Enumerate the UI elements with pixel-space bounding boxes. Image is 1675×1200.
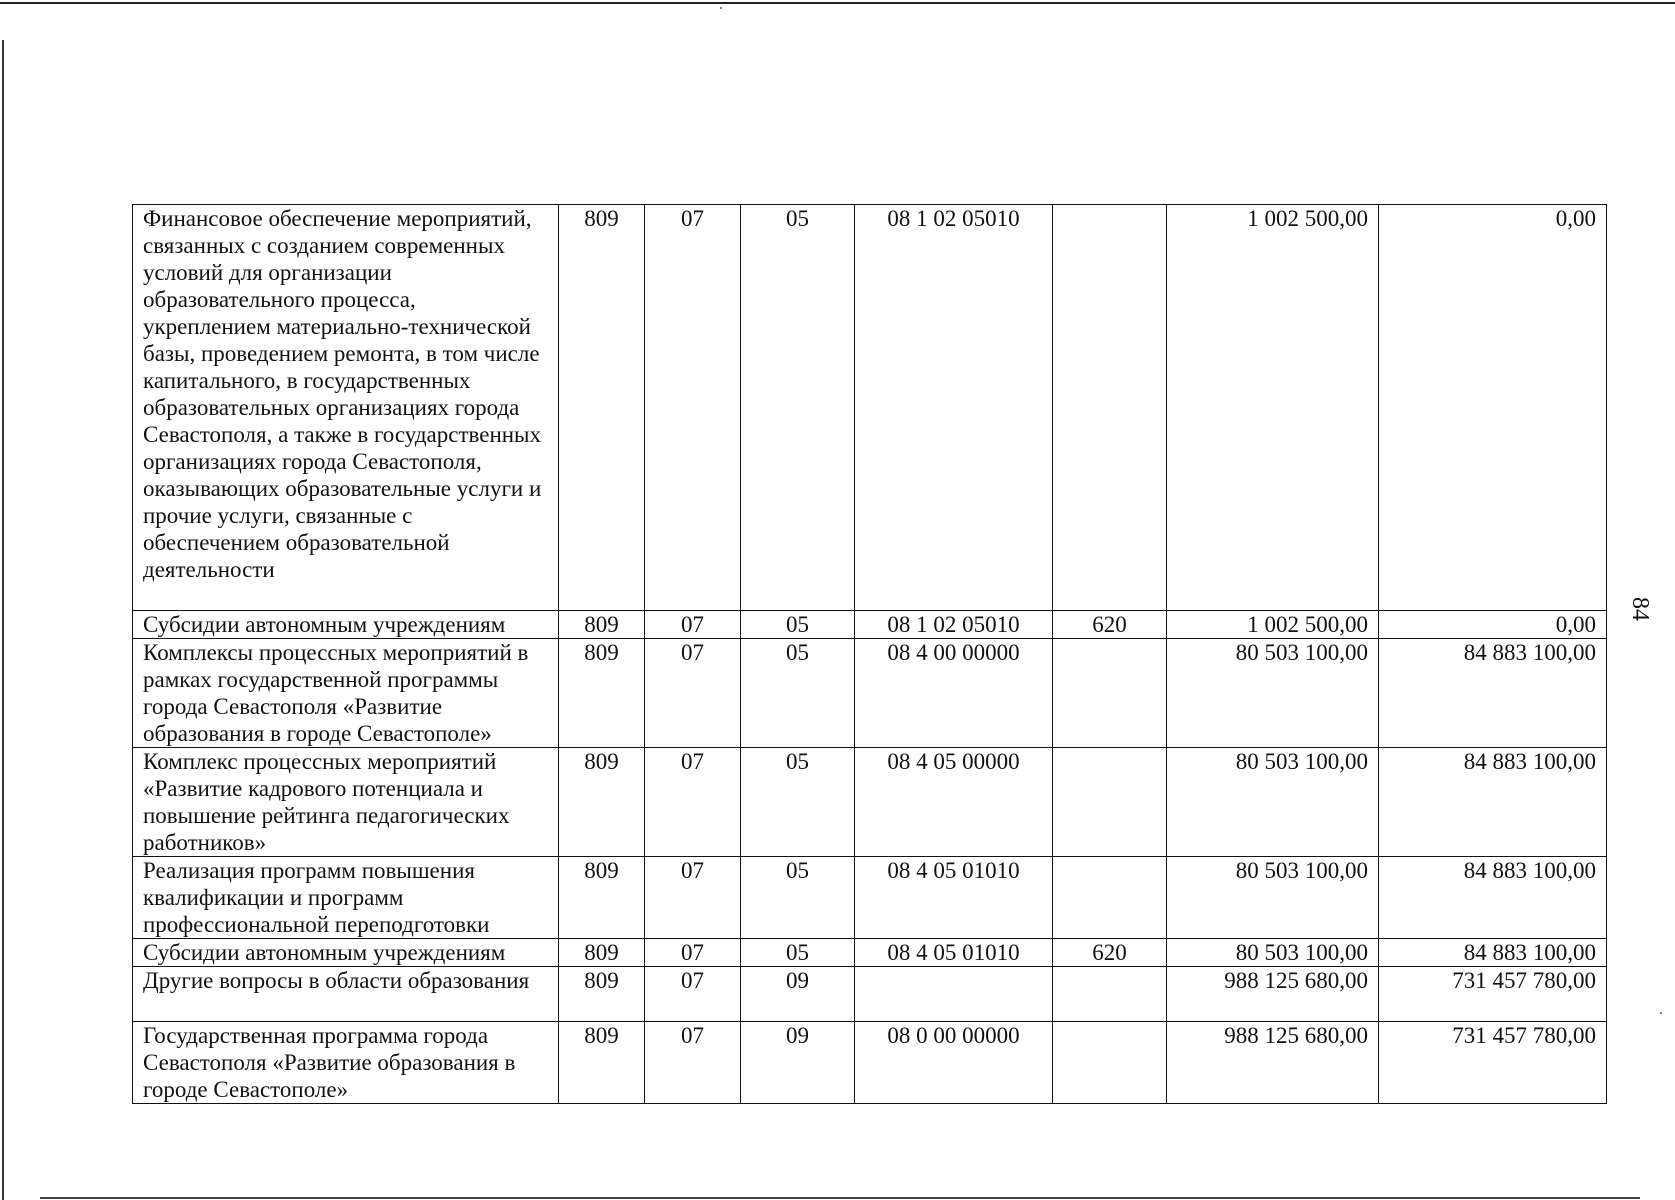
grbs-code: 809 — [559, 857, 645, 939]
row-name: Государственная программа города Севастополя «Развитие образования в городе Севастополе» — [133, 1022, 559, 1104]
amount-year-2: 731 457 780,00 — [1379, 1022, 1607, 1104]
target-article-code — [855, 967, 1053, 1022]
row-name: Финансовое обеспечение мероприятий, связанных с созданием современных условий для организации образовательного процесса, укреплением материально-технической базы, проведением ремонта, в том числе капитального, в государственных образовательных организациях города Севастополя, а также в государственных организациях города Севастополя, оказывающих образовательные услуги и прочие услуги, связанные с обеспечением образовательной деятельности — [133, 205, 559, 611]
amount-year-2: 84 883 100,00 — [1379, 857, 1607, 939]
expense-type-code: 620 — [1053, 939, 1167, 967]
grbs-code: 809 — [559, 639, 645, 748]
table-row — [133, 611, 1607, 639]
amount-year-2: 731 457 780,00 — [1379, 967, 1607, 1022]
row-name: Субсидии автономным учреждениям — [133, 611, 559, 639]
section-code: 07 — [645, 1022, 741, 1104]
grbs-code: 809 — [559, 1022, 645, 1104]
grbs-code: 809 — [559, 967, 645, 1022]
grbs-code: 809 — [559, 205, 645, 611]
grbs-code: 809 — [559, 748, 645, 857]
section-code: 07 — [645, 611, 741, 639]
expense-type-code — [1053, 857, 1167, 939]
expense-type-code — [1053, 967, 1167, 1022]
section-code: 07 — [645, 205, 741, 611]
amount-year-1: 80 503 100,00 — [1167, 939, 1379, 967]
table-row — [133, 748, 1607, 857]
expense-type-code — [1053, 748, 1167, 857]
section-code: 07 — [645, 748, 741, 857]
amount-year-1: 988 125 680,00 — [1167, 967, 1379, 1022]
amount-year-1: 1 002 500,00 — [1167, 205, 1379, 611]
expense-type-code — [1053, 639, 1167, 748]
scan-edge-left — [2, 40, 4, 1200]
subsection-code: 05 — [741, 857, 855, 939]
row-name: Комплекс процессных мероприятий «Развитие кадрового потенциала и повышение рейтинга педагогических работников» — [133, 748, 559, 857]
table-row — [133, 639, 1607, 748]
row-name: Реализация программ повышения квалификации и программ профессиональной переподготовки — [133, 857, 559, 939]
grbs-code: 809 — [559, 939, 645, 967]
target-article-code: 08 1 02 05010 — [855, 611, 1053, 639]
subsection-code: 09 — [741, 1022, 855, 1104]
section-code: 07 — [645, 967, 741, 1022]
expense-type-code — [1053, 205, 1167, 611]
table-row — [133, 1022, 1607, 1104]
amount-year-2: 0,00 — [1379, 205, 1607, 611]
table-row — [133, 857, 1607, 939]
scan-speck — [720, 7, 722, 9]
section-code: 07 — [645, 939, 741, 967]
table-row — [133, 939, 1607, 967]
row-name: Субсидии автономным учреждениям — [133, 939, 559, 967]
target-article-code: 08 4 05 00000 — [855, 748, 1053, 857]
scan-edge-bottom — [40, 1197, 1640, 1199]
amount-year-1: 80 503 100,00 — [1167, 857, 1379, 939]
subsection-code: 05 — [741, 939, 855, 967]
subsection-code: 09 — [741, 967, 855, 1022]
subsection-code: 05 — [741, 205, 855, 611]
table-row — [133, 205, 1607, 611]
budget-table — [132, 204, 1607, 1104]
scan-speck — [1660, 1012, 1662, 1014]
row-name: Комплексы процессных мероприятий в рамках государственной программы города Севастополя «Развитие образования в городе Севастополе» — [133, 639, 559, 748]
scan-edge-top — [0, 2, 1675, 4]
amount-year-2: 84 883 100,00 — [1379, 748, 1607, 857]
target-article-code: 08 1 02 05010 — [855, 205, 1053, 611]
grbs-code: 809 — [559, 611, 645, 639]
amount-year-1: 80 503 100,00 — [1167, 748, 1379, 857]
subsection-code: 05 — [741, 639, 855, 748]
expense-type-code — [1053, 1022, 1167, 1104]
section-code: 07 — [645, 857, 741, 939]
amount-year-1: 988 125 680,00 — [1167, 1022, 1379, 1104]
section-code: 07 — [645, 639, 741, 748]
page-number: 84 — [1627, 597, 1653, 621]
amount-year-2: 0,00 — [1379, 611, 1607, 639]
target-article-code: 08 0 00 00000 — [855, 1022, 1053, 1104]
table-row — [133, 967, 1607, 1022]
row-name: Другие вопросы в области образования — [133, 967, 559, 1022]
subsection-code: 05 — [741, 748, 855, 857]
subsection-code: 05 — [741, 611, 855, 639]
amount-year-1: 1 002 500,00 — [1167, 611, 1379, 639]
target-article-code: 08 4 05 01010 — [855, 939, 1053, 967]
amount-year-2: 84 883 100,00 — [1379, 939, 1607, 967]
amount-year-1: 80 503 100,00 — [1167, 639, 1379, 748]
amount-year-2: 84 883 100,00 — [1379, 639, 1607, 748]
target-article-code: 08 4 00 00000 — [855, 639, 1053, 748]
expense-type-code: 620 — [1053, 611, 1167, 639]
target-article-code: 08 4 05 01010 — [855, 857, 1053, 939]
